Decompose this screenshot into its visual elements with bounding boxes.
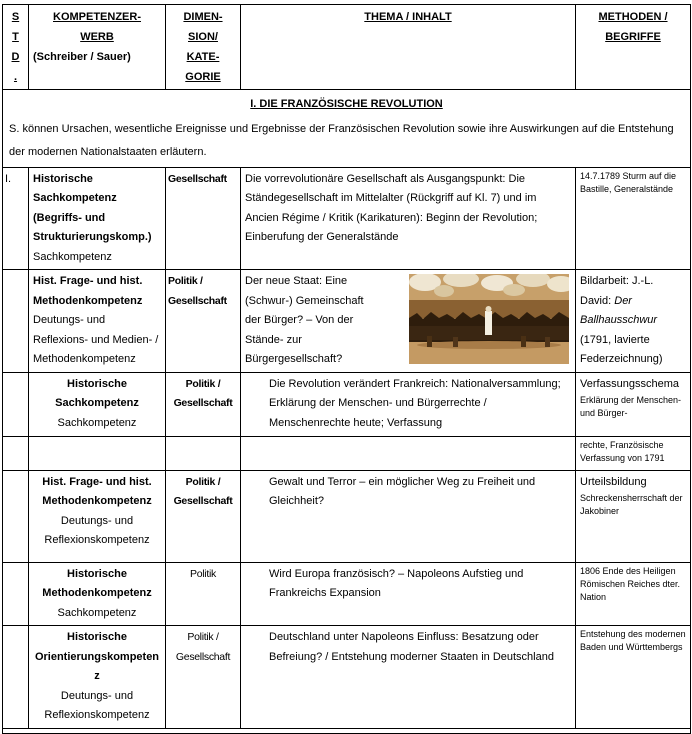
thema-cell — [241, 436, 576, 470]
section-row — [3, 90, 691, 168]
header-row — [3, 5, 691, 90]
scanned-curriculum-page — [0, 4, 692, 721]
competence-normal: Sachkompetenz — [33, 250, 112, 263]
competence-bold: Historische Sachkompetenz (Begriffs- und Strukturierungskomp.) — [33, 172, 152, 243]
header-std-letter: S — [11, 11, 20, 23]
lesson-number: I. — [5, 172, 12, 185]
header-std-letter: . — [13, 71, 18, 83]
thema-cell — [241, 470, 576, 562]
continuation-row — [3, 436, 691, 470]
competence-cell — [29, 167, 166, 270]
competence-bold: Historische Orientierungskompetenz — [34, 631, 160, 682]
std-cell — [3, 626, 29, 729]
std-cell — [3, 372, 29, 436]
dimension-cell — [166, 372, 241, 436]
competence-cell — [29, 470, 166, 562]
competence-cell — [29, 436, 166, 470]
methoden-note: rechte, Französische Verfassung von 1791 — [580, 439, 665, 463]
std-cell — [3, 436, 29, 470]
dimension-cell — [166, 436, 241, 470]
thema-text: Die Revolution verändert Frankreich: Nationalversammlung; Erklärung der Menschen- und Bürgerrechte / Menschenrechte heute; Verfassung — [269, 377, 561, 429]
competence-bold: Hist. Frage- und hist. Methodenkompetenz — [33, 275, 143, 307]
header-methoden — [576, 5, 691, 90]
thema-text: Der neue Staat: Eine (Schwur-) Gemeinschaft der Bürger? – Von der Stände- zur Bürgergesellschaft? — [245, 275, 364, 365]
dimension-label: Politik / Gesellschaft — [175, 631, 231, 663]
header-std-letter: D — [11, 51, 20, 63]
dimension-label: Gesellschaft — [168, 172, 227, 185]
lesson-row — [3, 270, 691, 373]
section-title: I. DIE FRANZÖSISCHE REVOLUTION — [250, 98, 443, 110]
competence-normal: Sachkompetenz — [57, 416, 137, 429]
methoden-note: 1806 Ende des Heiligen Römischen Reiches dter. Nation — [580, 565, 681, 602]
thema-cell — [241, 372, 576, 436]
header-kompetenzerwerb — [29, 5, 166, 90]
methoden-cell — [576, 372, 691, 436]
thema-text: Die vorrevolutionäre Gesellschaft als Ausgangspunkt: Die Ständegesellschaft im Mittelalter (Rückgriff auf Kl. 7) und im Ancien Régime / Kritik (Karikaturen): Beginn der Revolution; Einberufung der Generalstände — [245, 172, 538, 243]
header-std — [3, 5, 29, 90]
lesson-row — [3, 372, 691, 436]
header-thema-label: THEMA / INHALT — [364, 11, 452, 23]
dimension-label: Politik / Gesellschaft — [173, 377, 233, 409]
methoden-note: 14.7.1789 Sturm auf die Bastille, Generalstände — [580, 170, 677, 194]
lesson-row — [3, 626, 691, 729]
next-section-row — [3, 728, 691, 733]
competence-cell — [29, 562, 166, 626]
competence-cell — [29, 372, 166, 436]
header-methoden-line: METHODEN / — [598, 11, 668, 23]
header-dimension-line: DIMEN- — [183, 11, 223, 23]
competence-normal: Sachkompetenz — [57, 606, 137, 619]
dimension-cell — [166, 167, 241, 270]
thema-text: Gewalt und Terror – ein möglicher Weg zu Freiheit und Gleichheit? — [269, 475, 536, 507]
methoden-text: Verfassungsschema — [580, 377, 680, 390]
std-cell — [3, 270, 29, 373]
artwork-title: Der Ballhausschwur — [580, 294, 658, 326]
lesson-row — [3, 562, 691, 626]
std-cell — [3, 167, 29, 270]
thema-text: Wird Europa französisch? – Napoleons Aufstieg und Frankreichs Expansion — [269, 567, 524, 599]
dimension-cell — [166, 270, 241, 373]
dimension-cell — [166, 470, 241, 562]
ballhausschwur-painting-image — [409, 274, 569, 364]
thema-cell — [241, 562, 576, 626]
dimension-label: Politik / Gesellschaft — [168, 275, 227, 307]
methoden-note: Entstehung des modernen Baden und Württembergs — [580, 629, 686, 652]
thema-cell — [241, 270, 576, 373]
thema-text: Deutschland unter Napoleons Einfluss: Besatzung oder Befreiung? / Entstehung moderner Staaten in Deutschland — [269, 631, 554, 663]
header-std-letter: T — [12, 31, 19, 43]
competence-normal: Deutungs- und Reflexionskompetenz — [44, 689, 150, 721]
dimension-cell — [166, 562, 241, 626]
header-kompetenzerwerb-line: KOMPETENZER- — [53, 11, 141, 23]
methoden-cell — [576, 436, 691, 470]
methoden-cell — [576, 167, 691, 270]
std-cell — [3, 562, 29, 626]
competence-normal: Deutungs- und Reflexions- und Medien- / Methodenkompetenz — [33, 314, 159, 365]
section-cell — [3, 90, 691, 168]
methoden-note: Erklärung der Menschen- und Bürger- — [580, 395, 682, 418]
thema-cell — [241, 167, 576, 270]
header-kompetenzerwerb-line: WERB — [80, 31, 114, 43]
lesson-row — [3, 470, 691, 562]
methoden-text: Bildarbeit: J.-L. David: Der Ballhausschwur (1791, lavierte Federzeichnung) — [580, 275, 663, 365]
competence-normal: Deutungs- und Reflexionskompetenz — [44, 514, 150, 546]
section-description: S. können Ursachen, wesentliche Ereignisse und Ergebnisse der Französischen Revolution sowie ihre Auswirkungen auf die Entstehung der modernen Nationalstaaten erläutern. — [9, 122, 674, 158]
competence-bold: Historische Methodenkompetenz — [42, 567, 152, 599]
competence-bold: Hist. Frage- und hist. Methodenkompetenz — [42, 475, 152, 507]
methoden-note: Schreckensherrschaft der Jakobiner — [580, 493, 683, 516]
header-dimension-line: GORIE — [185, 71, 221, 83]
dimension-label: Politik — [190, 567, 216, 580]
methoden-cell — [576, 562, 691, 626]
curriculum-table — [2, 4, 691, 734]
header-dimension-line: KATE- — [186, 51, 220, 63]
header-thema — [241, 5, 576, 90]
methoden-text: Urteilsbildung — [580, 475, 647, 488]
next-section-cell — [3, 728, 691, 733]
header-kompetenzerwerb-authors: (Schreiber / Sauer) — [33, 51, 131, 63]
competence-bold: Historische Sachkompetenz — [55, 377, 139, 409]
methoden-cell — [576, 470, 691, 562]
header-methoden-line: BEGRIFFE — [605, 31, 661, 43]
methoden-cell — [576, 270, 691, 373]
methoden-cell — [576, 626, 691, 729]
dimension-label: Politik / Gesellschaft — [173, 475, 233, 507]
thema-cell — [241, 626, 576, 729]
lesson-row — [3, 167, 691, 270]
dimension-cell — [166, 626, 241, 729]
header-dimension-line: SION/ — [188, 31, 218, 43]
header-dimension — [166, 5, 241, 90]
std-cell — [3, 470, 29, 562]
competence-cell — [29, 270, 166, 373]
competence-cell — [29, 626, 166, 729]
